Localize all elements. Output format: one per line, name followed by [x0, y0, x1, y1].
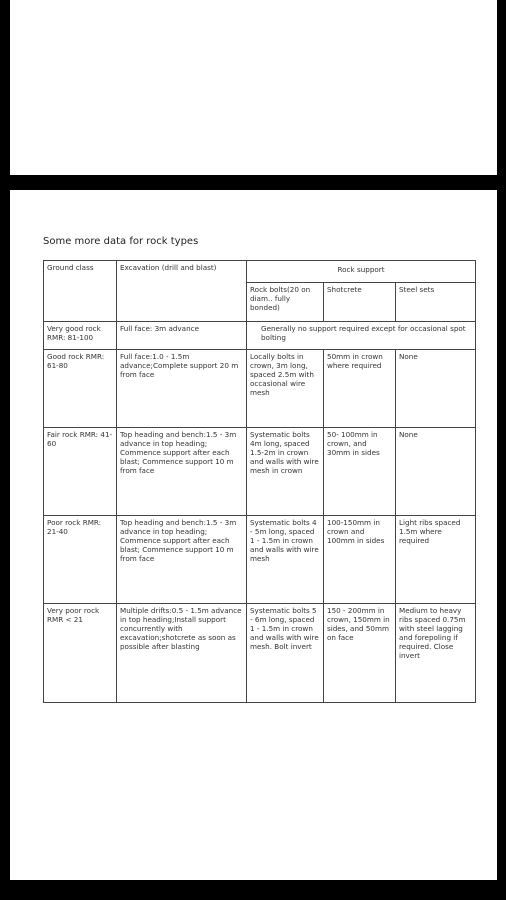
- shotcrete-cell: 50mm in crown where required: [324, 350, 396, 428]
- header-steel-sets: Steel sets: [396, 283, 476, 322]
- ground-class-cell: Fair rock RMR: 41-60: [44, 428, 117, 516]
- header-ground-class: Ground class: [44, 261, 117, 322]
- shotcrete-cell: 150 - 200mm in crown, 150mm in sides, and 50mm on face: [324, 604, 396, 703]
- steel-sets-cell: None: [396, 350, 476, 428]
- steel-sets-cell: Medium to heavy ribs spaced 0.75m with steel lagging and forepoling if required. Close invert: [396, 604, 476, 703]
- merged-support-cell: Generally no support required except for occasional spot bolting: [247, 322, 476, 350]
- header-row: [44, 261, 476, 283]
- header-excavation: Excavation (drill and blast): [117, 261, 247, 322]
- table-row: [44, 516, 476, 604]
- rock-bolts-cell: Systematic bolts 5 - 6m long, spaced 1 - 1.5m in crown and walls with wire mesh. Bolt invert: [247, 604, 324, 703]
- header-rock-support: Rock support: [247, 261, 476, 283]
- table-row: [44, 604, 476, 703]
- rock-bolts-cell: Locally bolts in crown, 3m long, spaced 2.5m with occasional wire mesh: [247, 350, 324, 428]
- excavation-cell: Multiple drifts:0.5 - 1.5m advance in top heading;Install support concurrently with excavation;shotcrete as soon as possible after blasting: [117, 604, 247, 703]
- ground-class-cell: Very poor rock RMR < 21: [44, 604, 117, 703]
- header-shotcrete: Shotcrete: [324, 283, 396, 322]
- header-rock-bolts: Rock bolts(20 on diam.. fully bonded): [247, 283, 324, 322]
- rock-bolts-cell: Systematic bolts 4m long, spaced 1.5-2m in crown and walls with wire mesh in crown: [247, 428, 324, 516]
- previous-page: [10, 0, 497, 175]
- document-page: [10, 190, 497, 880]
- ground-class-cell: Good rock RMR: 61-80: [44, 350, 117, 428]
- excavation-cell: Top heading and bench:1.5 - 3m advance in top heading; Commence support after each blast; Commence support 10 m from face: [117, 516, 247, 604]
- excavation-cell: Top heading and bench:1.5 - 3m advance in top heading; Commence support after each blast; Commence support 10 m from face: [117, 428, 247, 516]
- ground-class-cell: Very good rock RMR: 81-100: [44, 322, 117, 350]
- steel-sets-cell: Light ribs spaced 1.5m where required: [396, 516, 476, 604]
- steel-sets-cell: None: [396, 428, 476, 516]
- table-row: [44, 428, 476, 516]
- shotcrete-cell: 100-150mm in crown and 100mm in sides: [324, 516, 396, 604]
- rock-support-table: [43, 260, 476, 703]
- shotcrete-cell: 50- 100mm in crown, and 30mm in sides: [324, 428, 396, 516]
- excavation-cell: Full face: 3m advance: [117, 322, 247, 350]
- section-heading: Some more data for rock types: [43, 236, 199, 247]
- rock-bolts-cell: Systematic bolts 4 - 5m long, spaced 1 - 1.5m in crown and walls with wire mesh: [247, 516, 324, 604]
- table-row: [44, 322, 476, 350]
- table-row: [44, 350, 476, 428]
- ground-class-cell: Poor rock RMR: 21-40: [44, 516, 117, 604]
- excavation-cell: Full face:1.0 - 1.5m advance;Complete support 20 m from face: [117, 350, 247, 428]
